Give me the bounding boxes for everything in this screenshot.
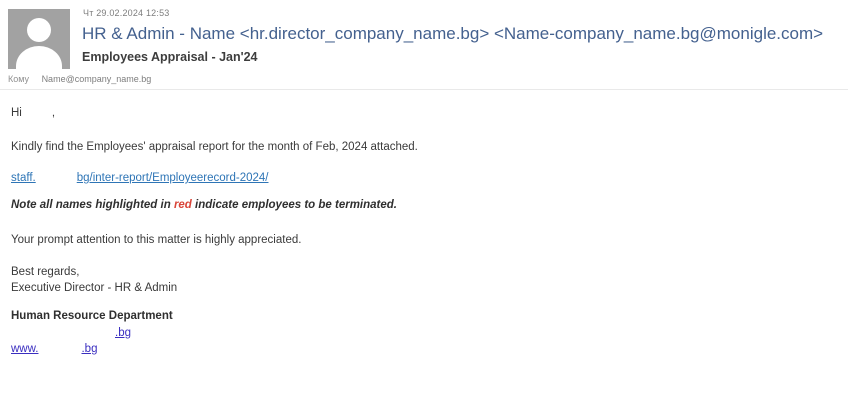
greeting-text: Hi <box>11 107 22 119</box>
sender-title-line: Executive Director - HR & Admin <box>11 282 178 294</box>
sender-avatar <box>8 9 70 69</box>
note-red-word: red <box>173 199 192 211</box>
avatar-person-icon <box>27 18 51 42</box>
report-link-part2[interactable]: bg/inter-report/Employeerecord-2024/ <box>76 172 269 184</box>
recipient-address[interactable]: Name@company_name.bg <box>41 74 152 84</box>
email-subject: Employees Appraisal - Jan'24 <box>82 50 258 64</box>
note-text-2: indicate employees to be terminated. <box>191 199 397 211</box>
regards-line: Best regards, <box>11 266 80 278</box>
signature-email-link[interactable]: .bg <box>115 327 131 339</box>
email-date: Чт 29.02.2024 12:53 <box>83 8 170 18</box>
greeting-line <box>11 106 838 120</box>
header-divider <box>0 89 848 90</box>
email-body <box>11 98 838 356</box>
signature-web-link-prefix[interactable]: www. <box>11 343 39 355</box>
note-line <box>11 198 838 212</box>
report-link-part1[interactable]: staff. <box>11 172 36 184</box>
greeting-comma: , <box>51 107 56 119</box>
paragraph-prompt: Your prompt attention to this matter is highly appreciated. <box>11 234 302 246</box>
signature-web-link-suffix[interactable]: .bg <box>81 343 98 355</box>
signature-email-line <box>11 326 838 340</box>
avatar-person-shoulders <box>16 46 62 69</box>
report-link-line <box>11 171 838 185</box>
signature-web-line <box>11 342 838 356</box>
recipient-row <box>8 74 151 84</box>
paragraph-attached: Kindly find the Employees' appraisal report for the month of Feb, 2024 attached. <box>11 141 418 153</box>
note-text-1: Note all names highlighted in <box>11 199 174 211</box>
email-sender[interactable]: HR & Admin - Name <hr.director_company_name.bg> <Name-company_name.bg@monigle.com> <box>82 24 824 43</box>
to-label: Кому <box>8 74 30 84</box>
signature-department: Human Resource Department <box>11 310 173 322</box>
